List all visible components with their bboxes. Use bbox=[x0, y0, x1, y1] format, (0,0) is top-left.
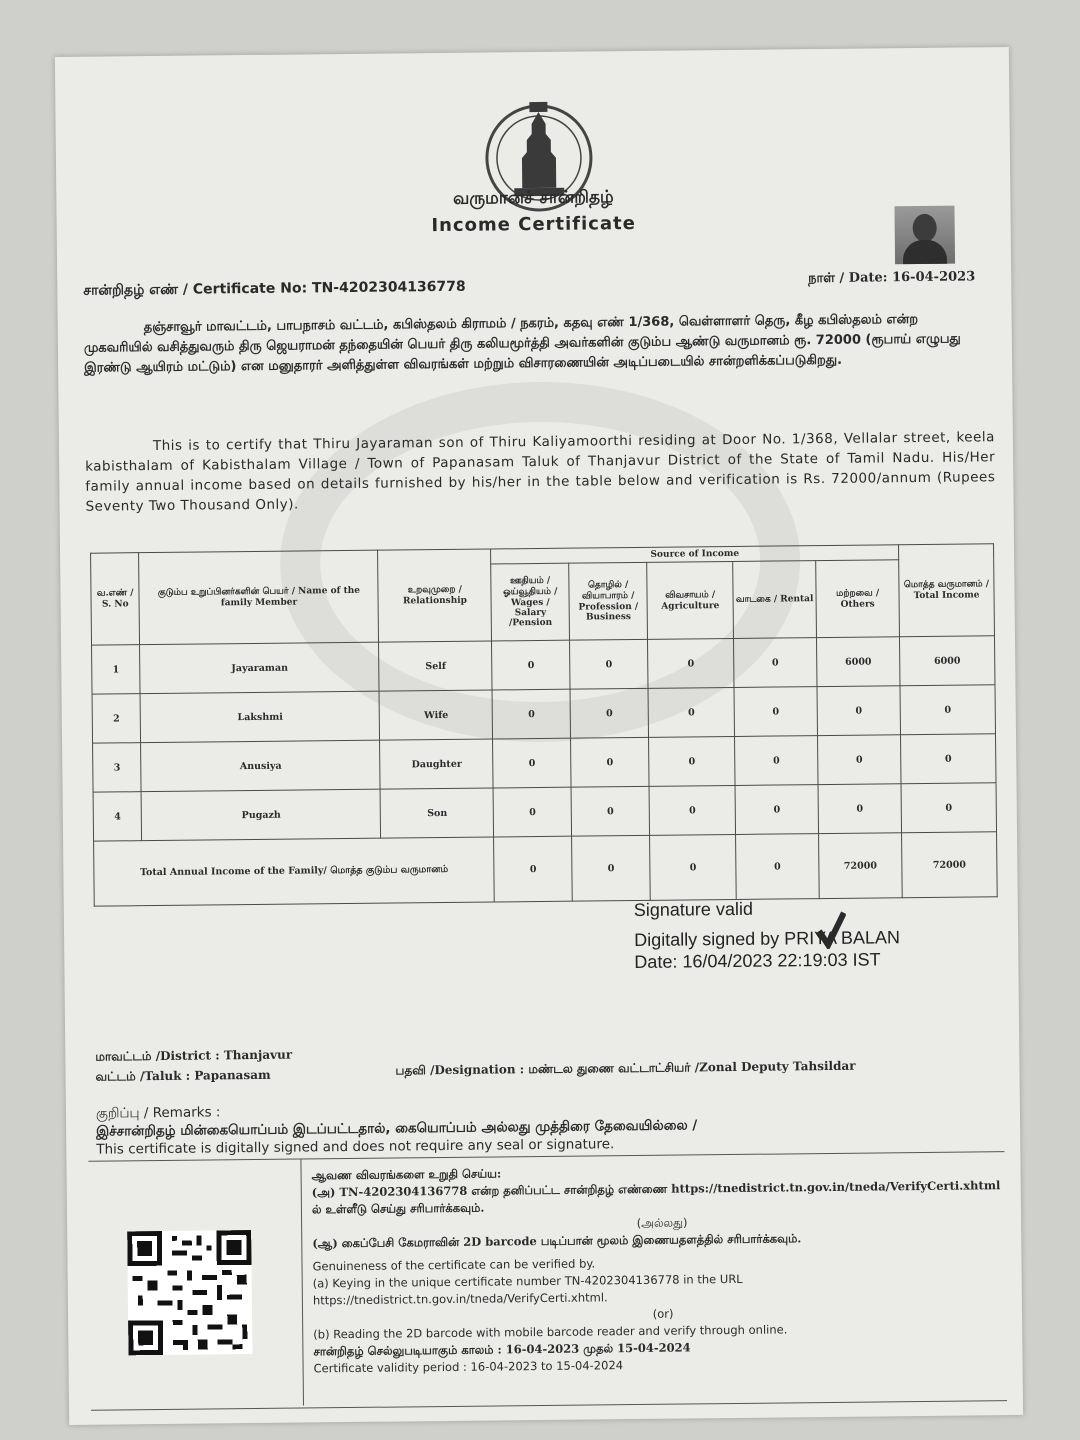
signature-valid-text: Signature valid bbox=[633, 898, 754, 921]
signature-check-icon bbox=[816, 909, 846, 949]
remarks-tamil: இச்சான்றிதழ் மின்கையொப்பம் இடப்பட்டதால், கையொப்பம் அல்லது முத்திரை தேவையில்லை / bbox=[96, 1117, 698, 1140]
total-others: 72000 bbox=[819, 833, 903, 899]
cell-name: Pugazh bbox=[141, 789, 381, 841]
cell-business: 0 bbox=[570, 688, 649, 738]
cell-rental: 0 bbox=[734, 638, 817, 688]
signed-by-text: Digitally signed by PRIYA BALAN bbox=[634, 927, 901, 951]
col-header-business: தொழில் / வியாபாரம் / Profession / Business bbox=[569, 562, 648, 640]
title-tamil: வருமானச் சான்றிதழ் bbox=[452, 187, 614, 209]
total-row-label: Total Annual Income of the Family/ மொத்த குடும்ப வருமானம் bbox=[94, 837, 495, 906]
verify-option-b-tamil: (ஆ) கைப்பேசி கேமராவின் 2D barcode படிப்பான் மூலம் இணையதளத்தில் சரிபார்க்கவும். bbox=[312, 1231, 802, 1251]
designation-text: பதவி /Designation : மண்டல துணை வட்டாட்சியர் /Zonal Deputy Tahsildar bbox=[395, 1058, 856, 1078]
cell-others: 6000 bbox=[817, 637, 901, 687]
certificate-number: சான்றிதழ் எண் / Certificate No: TN-4202304136778 bbox=[83, 278, 466, 299]
total-rental: 0 bbox=[736, 834, 820, 900]
cell-wages: 0 bbox=[493, 738, 571, 788]
cell-name: Jayaraman bbox=[140, 642, 380, 694]
cell-name: Lakshmi bbox=[140, 691, 380, 743]
total-wages: 0 bbox=[494, 836, 572, 902]
cell-relationship: Wife bbox=[379, 690, 492, 740]
qr-code-icon[interactable] bbox=[127, 1230, 252, 1355]
cell-rental: 0 bbox=[735, 785, 818, 835]
cell-total: 0 bbox=[901, 734, 996, 784]
col-header-agriculture: விவசாயம் / Agriculture bbox=[647, 561, 734, 639]
validity-tamil: சான்றிதழ் செல்லுபடியாகும் காலம் : 16-04-2023 முதல் 15-04-2024 bbox=[313, 1340, 691, 1359]
col-header-rental: வாடகை / Rental bbox=[733, 561, 817, 639]
remarks-label: குறிப்பு / Remarks : bbox=[95, 1104, 221, 1122]
cell-relationship: Self bbox=[379, 641, 492, 691]
cell-total: 0 bbox=[901, 783, 996, 833]
col-header-wages: ஊதியம் / ஓய்வூதியம் / Wages / Salary /Pension bbox=[491, 563, 570, 641]
certificate-page bbox=[55, 47, 1023, 1425]
col-header-source: Source of Income bbox=[491, 545, 899, 564]
applicant-photo bbox=[894, 206, 955, 265]
district-taluk-block bbox=[95, 1045, 292, 1087]
verify-heading-english: Genuineness of the certificate can be verified by. bbox=[312, 1256, 596, 1274]
col-header-relationship: உறவுமுறை / Relationship bbox=[378, 549, 492, 642]
total-income: 72000 bbox=[902, 832, 998, 898]
cell-wages: 0 bbox=[492, 689, 570, 739]
verification-text bbox=[300, 1152, 1014, 1405]
col-header-others: மற்றவை / Others bbox=[816, 560, 900, 638]
verify-option-a-english: (a) Keying in the unique certificate number TN-4202304136778 in the URL https://tnedistrict.tn.gov.in/tneda/VerifyCerti.xhtml. bbox=[312, 1271, 743, 1308]
income-table bbox=[90, 543, 998, 906]
cell-rental: 0 bbox=[734, 687, 817, 737]
verify-or-english: (or) bbox=[652, 1306, 674, 1321]
cell-agriculture: 0 bbox=[648, 638, 734, 688]
cell-relationship: Son bbox=[381, 788, 494, 838]
taluk-text: வட்டம் /Taluk : Papanasam bbox=[95, 1067, 271, 1084]
cell-rental: 0 bbox=[735, 736, 818, 786]
cell-sno: 3 bbox=[93, 743, 142, 793]
body-paragraph-tamil: தஞ்சாவூர் மாவட்டம், பாபநாசம் வட்டம், கபிஸ்தலம் கிராமம் / நகரம், கதவு எண் 1/368, வெள்ளாளர் தெரு, கீழ கபிஸ்தலம் என்ற முகவரியில் வசித்துவரும் திரு ஜெயராமன் தந்தையின் பெயர் திரு கலியமூர்த்தி அவர்களின் குடும்ப ஆண்டு வருமானம் ரூ. 72000 (ரூபாய் எழுபது இரண்டு ஆயிரம் மட்டும்) என மனுதாரர் அளித்துள்ள விவரங்கள் மற்றும் விசாரணையின் அடிப்படையில் சான்றளிக்கப்படுகிறது. bbox=[83, 312, 961, 376]
cell-wages: 0 bbox=[492, 640, 570, 690]
verify-heading-tamil: ஆவண விவரங்களை உறுதி செய்ய: bbox=[311, 1166, 502, 1183]
total-agriculture: 0 bbox=[650, 834, 737, 900]
cell-business: 0 bbox=[571, 786, 650, 836]
remarks-english: This certificate is digitally signed and does not require any seal or signature. bbox=[96, 1136, 615, 1158]
cell-agriculture: 0 bbox=[649, 736, 735, 786]
certificate-date: நாள் / Date: 16-04-2023 bbox=[808, 269, 976, 287]
cell-others: 0 bbox=[818, 784, 902, 834]
validity-english: Certificate validity period : 16-04-2023 to 15-04-2024 bbox=[313, 1358, 624, 1376]
signature-date-text: Date: 16/04/2023 22:19:03 IST bbox=[634, 949, 881, 973]
remarks-block bbox=[96, 1095, 977, 1158]
cell-total: 0 bbox=[900, 685, 995, 735]
col-header-total: மொத்த வருமானம் / Total Income bbox=[899, 544, 995, 637]
cell-business: 0 bbox=[570, 639, 649, 689]
cell-others: 0 bbox=[817, 686, 901, 736]
cell-total: 6000 bbox=[900, 636, 995, 686]
cell-sno: 2 bbox=[92, 694, 141, 744]
cell-sno: 4 bbox=[93, 792, 142, 842]
digital-signature-block bbox=[634, 896, 901, 973]
verify-option-b-english: (b) Reading the 2D barcode with mobile barcode reader and verify through online. bbox=[313, 1322, 788, 1342]
cell-agriculture: 0 bbox=[649, 785, 735, 835]
cell-wages: 0 bbox=[493, 787, 571, 837]
body-paragraph-english: This is to certify that Thiru Jayaraman son of Thiru Kaliyamoorthi residing at Door No. 1/368, Vellalar street, keela kabisthalam of Kabisthalam Village / Town of Papanasam Taluk of Thanjavur District of the State of Tamil Nadu. His/Her family annual income based on details furnished by his/her in the table below and verification is Rs. 72000/annum (Rupees Seventy Two Thousand Only). bbox=[85, 429, 996, 515]
total-business: 0 bbox=[572, 835, 651, 901]
district-text: மாவட்டம் /District : Thanjavur bbox=[95, 1047, 293, 1064]
col-header-sno: வ.எண் / S. No bbox=[91, 553, 140, 646]
cell-agriculture: 0 bbox=[648, 687, 734, 737]
table-total-row bbox=[94, 832, 998, 906]
title-english: Income Certificate bbox=[431, 212, 636, 237]
cell-relationship: Daughter bbox=[380, 739, 493, 789]
cell-business: 0 bbox=[571, 737, 650, 787]
col-header-name: குடும்ப உறுப்பினர்களின் பெயர் / Name of the family Member bbox=[139, 550, 379, 644]
verify-option-a-tamil: (அ) TN-4202304136778 என்ற தனிப்பட்ட சான்றிதழ் எண்ணை https://tnedistrict.tn.gov.in/tneda/VerifyCerti.xhtml ல் உள்ளீடு செய்து சரிபார்க்கவும். bbox=[311, 1178, 1001, 1217]
verify-or-tamil: (அல்லது) bbox=[636, 1215, 688, 1231]
cell-name: Anusiya bbox=[141, 740, 381, 792]
cell-others: 0 bbox=[818, 735, 902, 785]
cell-sno: 1 bbox=[92, 645, 141, 695]
verification-box bbox=[88, 1151, 1007, 1411]
